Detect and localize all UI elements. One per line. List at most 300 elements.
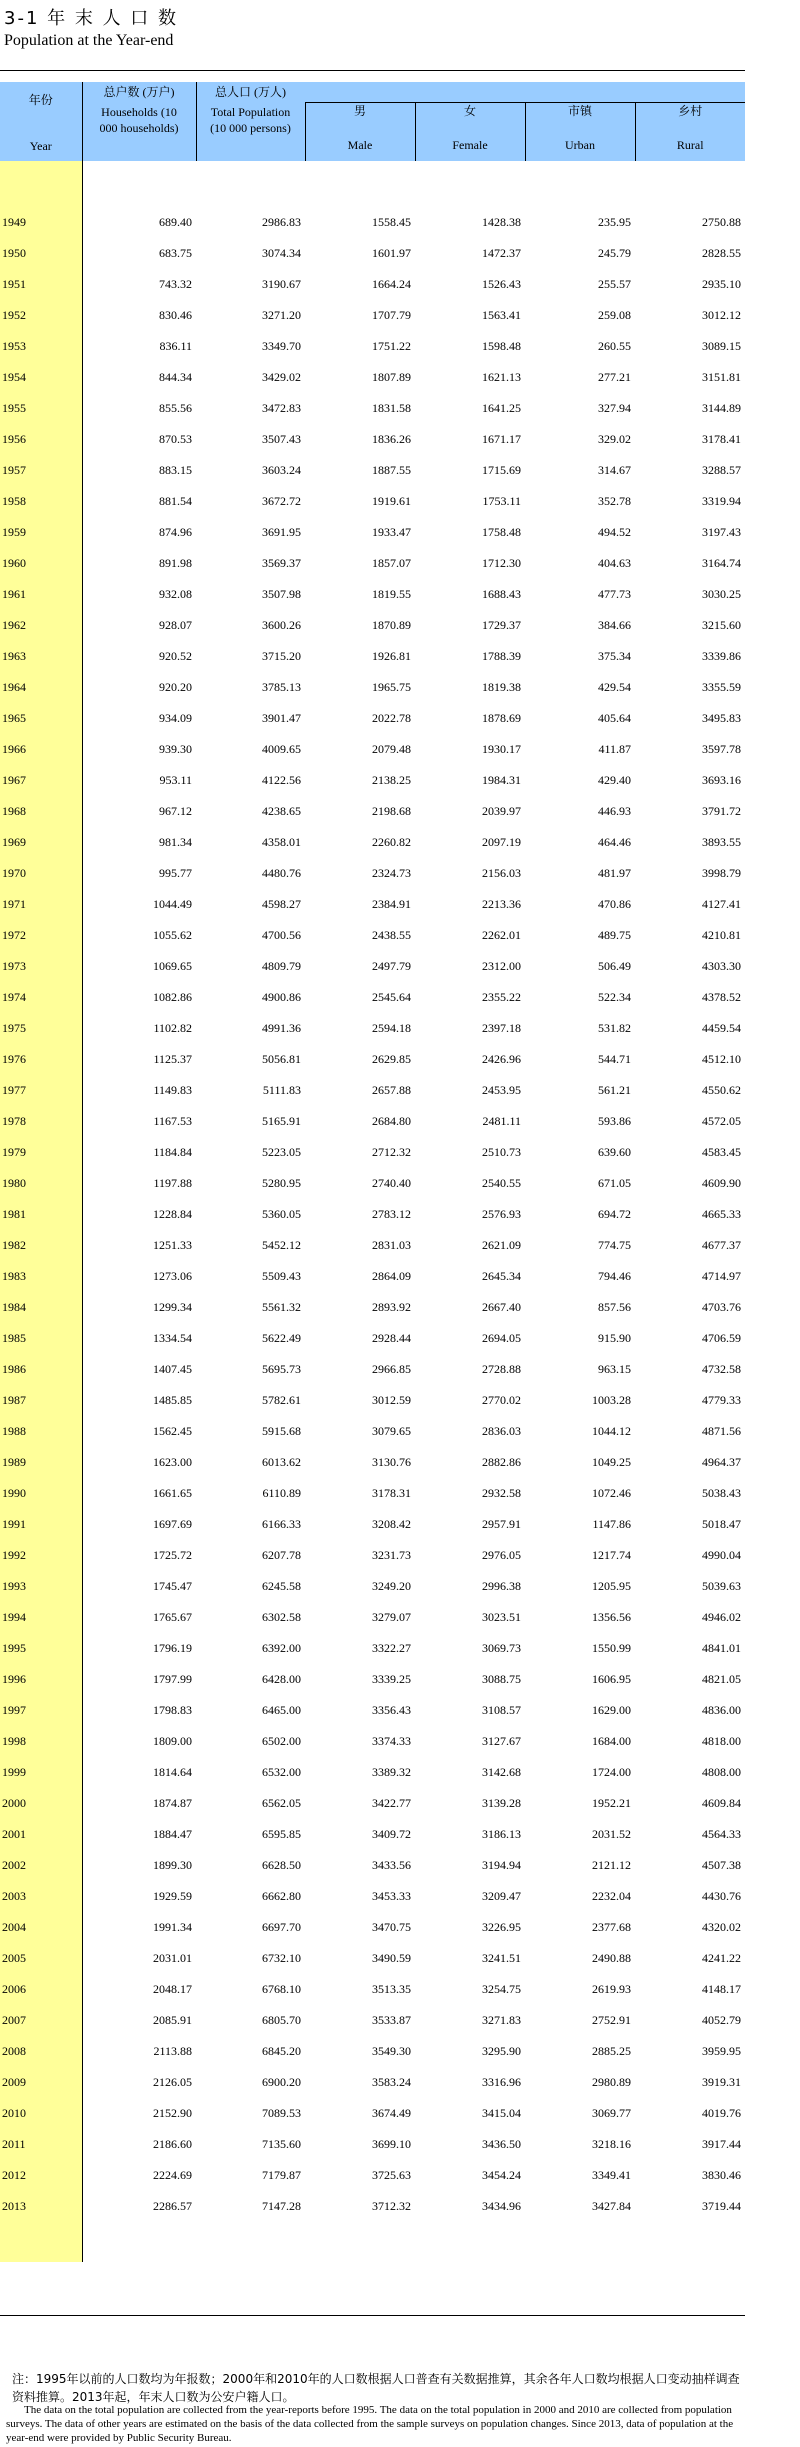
- cell-urban: 1629.00: [592, 1703, 631, 1717]
- cell-female: 3436.50: [482, 2137, 521, 2151]
- cell-households: 883.15: [159, 463, 192, 477]
- cell-female: 3241.51: [482, 1951, 521, 1965]
- cell-households: 1796.19: [153, 1641, 192, 1655]
- cell-total: 5280.95: [262, 1176, 301, 1190]
- header-urban-en: Urban: [565, 138, 595, 152]
- cell-male: 3699.10: [372, 2137, 411, 2151]
- cell-total: 3603.24: [262, 463, 301, 477]
- cell-total: 7147.28: [262, 2199, 301, 2213]
- cell-year: 1972: [0, 920, 82, 951]
- table-row: [0, 1323, 745, 1354]
- cell-year: 1996: [0, 1664, 82, 1695]
- cell-male: 2783.12: [372, 1207, 411, 1221]
- cell-households: 1251.33: [153, 1238, 192, 1252]
- page-title-cn: 3-1 年 末 人 口 数: [4, 8, 179, 29]
- cell-urban: 3218.16: [592, 2137, 631, 2151]
- cell-female: 3454.24: [482, 2168, 521, 2182]
- cell-male: 3409.72: [372, 1827, 411, 1841]
- cell-households: 1082.86: [153, 990, 192, 1004]
- cell-rural: 5039.63: [702, 1579, 741, 1593]
- cell-rural: 3693.16: [702, 773, 741, 787]
- cell-urban: 404.63: [598, 556, 631, 570]
- cell-households: 830.46: [159, 308, 192, 322]
- cell-female: 2426.96: [482, 1052, 521, 1066]
- cell-year: 1955: [0, 393, 82, 424]
- cell-urban: 1684.00: [592, 1734, 631, 1748]
- table-row: [0, 1478, 745, 1509]
- cell-year: 1998: [0, 1726, 82, 1757]
- cell-urban: 464.46: [598, 835, 631, 849]
- cell-rural: 3597.78: [702, 742, 741, 756]
- cell-urban: 1049.25: [592, 1455, 631, 1469]
- table-row: [0, 331, 745, 362]
- header-households-en: Households (10 000 households): [99, 105, 179, 135]
- cell-male: 1870.89: [372, 618, 411, 632]
- cell-female: 2481.11: [482, 1114, 521, 1128]
- cell-total: 3429.02: [262, 370, 301, 384]
- cell-female: 3142.68: [482, 1765, 521, 1779]
- cell-total: 5622.49: [262, 1331, 301, 1345]
- cell-male: 2260.82: [372, 835, 411, 849]
- cell-urban: 405.64: [598, 711, 631, 725]
- cell-urban: 561.21: [598, 1083, 631, 1097]
- table-row: [0, 734, 745, 765]
- table-row: [0, 703, 745, 734]
- cell-year: 2010: [0, 2098, 82, 2129]
- table-row: [0, 1199, 745, 1230]
- cell-total: 4900.86: [262, 990, 301, 1004]
- cell-urban: 245.79: [598, 246, 631, 260]
- cell-total: 5056.81: [262, 1052, 301, 1066]
- table-spacer-row: [0, 161, 745, 207]
- cell-households: 1798.83: [153, 1703, 192, 1717]
- cell-total: 5782.61: [262, 1393, 301, 1407]
- cell-female: 1712.30: [482, 556, 521, 570]
- cell-urban: 1550.99: [592, 1641, 631, 1655]
- cell-total: 3672.72: [262, 494, 301, 508]
- table-row: [0, 951, 745, 982]
- cell-households: 1069.65: [153, 959, 192, 973]
- cell-total: 4009.65: [262, 742, 301, 756]
- cell-households: 2286.57: [153, 2199, 192, 2213]
- cell-year: 1977: [0, 1075, 82, 1106]
- cell-male: 3549.30: [372, 2044, 411, 2058]
- cell-female: 3415.04: [482, 2106, 521, 2120]
- cell-male: 2079.48: [372, 742, 411, 756]
- cell-total: 4700.56: [262, 928, 301, 942]
- cell-male: 1831.58: [372, 401, 411, 415]
- cell-total: 3691.95: [262, 525, 301, 539]
- cell-male: 2545.64: [372, 990, 411, 1004]
- cell-urban: 446.93: [598, 804, 631, 818]
- cell-total: 5915.68: [262, 1424, 301, 1438]
- cell-urban: 429.40: [598, 773, 631, 787]
- top-rule: [0, 70, 745, 71]
- cell-male: 1707.79: [372, 308, 411, 322]
- cell-male: 2893.92: [372, 1300, 411, 1314]
- table-row: [0, 486, 745, 517]
- cell-urban: 2377.68: [592, 1920, 631, 1934]
- cell-households: 2031.01: [153, 1951, 192, 1965]
- cell-female: 2262.01: [482, 928, 521, 942]
- cell-total: 6013.62: [262, 1455, 301, 1469]
- cell-total: 6245.58: [262, 1579, 301, 1593]
- cell-rural: 4714.97: [702, 1269, 741, 1283]
- cell-urban: 429.54: [598, 680, 631, 694]
- cell-rural: 4564.33: [702, 1827, 741, 1841]
- table-row: [0, 1695, 745, 1726]
- table-row: [0, 1261, 745, 1292]
- cell-rural: 5018.47: [702, 1517, 741, 1531]
- cell-year: 1953: [0, 331, 82, 362]
- cell-rural: 3830.46: [702, 2168, 741, 2182]
- cell-female: 1472.37: [482, 246, 521, 260]
- cell-urban: 494.52: [598, 525, 631, 539]
- cell-urban: 1072.46: [592, 1486, 631, 1500]
- cell-rural: 4677.37: [702, 1238, 741, 1252]
- cell-rural: 4210.81: [702, 928, 741, 942]
- cell-male: 1751.22: [372, 339, 411, 353]
- cell-rural: 3197.43: [702, 525, 741, 539]
- table-row: [0, 1819, 745, 1850]
- cell-total: 5111.83: [262, 1083, 301, 1097]
- table-row: [0, 889, 745, 920]
- cell-rural: 4148.17: [702, 1982, 741, 1996]
- cell-year: 1987: [0, 1385, 82, 1416]
- cell-rural: 3030.25: [702, 587, 741, 601]
- cell-total: 6595.85: [262, 1827, 301, 1841]
- cell-rural: 2935.10: [702, 277, 741, 291]
- table-row: [0, 672, 745, 703]
- cell-female: 3209.47: [482, 1889, 521, 1903]
- cell-households: 934.09: [159, 711, 192, 725]
- cell-rural: 4871.56: [702, 1424, 741, 1438]
- cell-rural: 4430.76: [702, 1889, 741, 1903]
- cell-rural: 2828.55: [702, 246, 741, 260]
- cell-urban: 489.75: [598, 928, 631, 942]
- cell-year: 2001: [0, 1819, 82, 1850]
- header-urban-cn: 市镇: [567, 104, 592, 118]
- cell-female: 2957.91: [482, 1517, 521, 1531]
- cell-urban: 327.94: [598, 401, 631, 415]
- cell-total: 3901.47: [262, 711, 301, 725]
- cell-male: 3374.33: [372, 1734, 411, 1748]
- cell-households: 1125.37: [153, 1052, 192, 1066]
- cell-rural: 3998.79: [702, 866, 741, 880]
- cell-rural: 3719.44: [702, 2199, 741, 2213]
- cell-male: 3356.43: [372, 1703, 411, 1717]
- cell-total: 5223.05: [262, 1145, 301, 1159]
- cell-male: 3422.77: [372, 1796, 411, 1810]
- cell-year: 1974: [0, 982, 82, 1013]
- cell-rural: 4241.22: [702, 1951, 741, 1965]
- cell-households: 683.75: [159, 246, 192, 260]
- cell-households: 844.34: [159, 370, 192, 384]
- cell-male: 2629.85: [372, 1052, 411, 1066]
- cell-rural: 4459.54: [702, 1021, 741, 1035]
- table-header: [0, 82, 745, 161]
- cell-total: 7179.87: [262, 2168, 301, 2182]
- header-year-en: Year: [29, 139, 52, 153]
- cell-households: 2224.69: [153, 2168, 192, 2182]
- cell-total: 7089.53: [262, 2106, 301, 2120]
- cell-households: 836.11: [159, 339, 192, 353]
- cell-male: 1933.47: [372, 525, 411, 539]
- cell-year: 1952: [0, 300, 82, 331]
- cell-households: 953.11: [159, 773, 192, 787]
- cell-female: 3271.83: [482, 2013, 521, 2027]
- cell-total: 6900.20: [262, 2075, 301, 2089]
- header-female: [415, 103, 525, 162]
- cell-households: 1184.84: [153, 1145, 192, 1159]
- cell-rural: 4303.30: [702, 959, 741, 973]
- cell-rural: 3355.59: [702, 680, 741, 694]
- cell-year: 1975: [0, 1013, 82, 1044]
- cell-male: 3490.59: [372, 1951, 411, 1965]
- header-male: [305, 103, 415, 162]
- cell-male: 1926.81: [372, 649, 411, 663]
- cell-year: 1988: [0, 1416, 82, 1447]
- cell-rural: 3893.55: [702, 835, 741, 849]
- cell-female: 3226.95: [482, 1920, 521, 1934]
- cell-male: 2198.68: [372, 804, 411, 818]
- table-row: [0, 1633, 745, 1664]
- cell-total: 3507.98: [262, 587, 301, 601]
- table-row: [0, 517, 745, 548]
- cell-total: 6207.78: [262, 1548, 301, 1562]
- cell-total: 6302.58: [262, 1610, 301, 1624]
- cell-households: 881.54: [159, 494, 192, 508]
- header-year: [0, 82, 82, 161]
- cell-total: 3190.67: [262, 277, 301, 291]
- cell-male: 1664.24: [372, 277, 411, 291]
- cell-urban: 277.21: [598, 370, 631, 384]
- cell-year: 1986: [0, 1354, 82, 1385]
- cell-rural: 4378.52: [702, 990, 741, 1004]
- cell-female: 3088.75: [482, 1672, 521, 1686]
- cell-households: 855.56: [159, 401, 192, 415]
- cell-households: 1149.83: [153, 1083, 192, 1097]
- cell-year: 2008: [0, 2036, 82, 2067]
- cell-total: 5695.73: [262, 1362, 301, 1376]
- cell-total: 6768.10: [262, 1982, 301, 1996]
- cell-urban: 2031.52: [592, 1827, 631, 1841]
- cell-households: 1055.62: [153, 928, 192, 942]
- table-row: [0, 1354, 745, 1385]
- cell-rural: 4512.10: [702, 1052, 741, 1066]
- cell-male: 3712.32: [372, 2199, 411, 2213]
- table-row: [0, 1509, 745, 1540]
- header-female-en: Female: [452, 138, 488, 152]
- cell-male: 3433.56: [372, 1858, 411, 1872]
- cell-households: 1167.53: [153, 1114, 192, 1128]
- header-female-cn: 女: [463, 104, 476, 118]
- cell-total: 6532.00: [262, 1765, 301, 1779]
- cell-female: 1984.31: [482, 773, 521, 787]
- cell-urban: 522.34: [598, 990, 631, 1004]
- cell-urban: 857.56: [598, 1300, 631, 1314]
- cell-households: 1991.34: [153, 1920, 192, 1934]
- cell-households: 2152.90: [153, 2106, 192, 2120]
- table-row: [0, 796, 745, 827]
- table-body: [0, 161, 745, 2262]
- cell-households: 1797.99: [153, 1672, 192, 1686]
- cell-year: 1950: [0, 238, 82, 269]
- cell-rural: 4320.02: [702, 1920, 741, 1934]
- table-row: [0, 2191, 745, 2222]
- cell-male: 3322.27: [372, 1641, 411, 1655]
- cell-total: 6697.70: [262, 1920, 301, 1934]
- cell-households: 1562.45: [153, 1424, 192, 1438]
- table-row: [0, 1571, 745, 1602]
- cell-urban: 2232.04: [592, 1889, 631, 1903]
- cell-urban: 235.95: [598, 215, 631, 229]
- cell-male: 3339.25: [372, 1672, 411, 1686]
- cell-rural: 4550.62: [702, 1083, 741, 1097]
- cell-year: 1990: [0, 1478, 82, 1509]
- cell-households: 932.08: [159, 587, 192, 601]
- cell-year: 1989: [0, 1447, 82, 1478]
- table-row: [0, 455, 745, 486]
- cell-households: 2085.91: [153, 2013, 192, 2027]
- cell-female: 3186.13: [482, 1827, 521, 1841]
- cell-urban: 544.71: [598, 1052, 631, 1066]
- table-row: [0, 1013, 745, 1044]
- cell-female: 1758.48: [482, 525, 521, 539]
- table-row: [0, 2036, 745, 2067]
- cell-male: 1965.75: [372, 680, 411, 694]
- cell-year: 1976: [0, 1044, 82, 1075]
- cell-year: 1963: [0, 641, 82, 672]
- cell-urban: 2619.93: [592, 1982, 631, 1996]
- cell-total: 6562.05: [262, 1796, 301, 1810]
- cell-urban: 963.15: [598, 1362, 631, 1376]
- cell-rural: 4946.02: [702, 1610, 741, 1624]
- header-urban: [525, 103, 635, 162]
- cell-urban: 2752.91: [592, 2013, 631, 2027]
- cell-year: 2000: [0, 1788, 82, 1819]
- cell-rural: 4706.59: [702, 1331, 741, 1345]
- cell-urban: 3069.77: [592, 2106, 631, 2120]
- cell-rural: 3178.41: [702, 432, 741, 446]
- cell-households: 1697.69: [153, 1517, 192, 1531]
- cell-female: 2213.36: [482, 897, 521, 911]
- cell-male: 3533.87: [372, 2013, 411, 2027]
- cell-total: 6845.20: [262, 2044, 301, 2058]
- cell-year: 1954: [0, 362, 82, 393]
- cell-rural: 3288.57: [702, 463, 741, 477]
- cell-households: 1765.67: [153, 1610, 192, 1624]
- cell-male: 2740.40: [372, 1176, 411, 1190]
- cell-total: 3600.26: [262, 618, 301, 632]
- cell-year: 1961: [0, 579, 82, 610]
- cell-male: 2864.09: [372, 1269, 411, 1283]
- cell-year: 1962: [0, 610, 82, 641]
- cell-year: 1979: [0, 1137, 82, 1168]
- cell-households: 939.30: [159, 742, 192, 756]
- cell-male: 3208.42: [372, 1517, 411, 1531]
- cell-male: 1558.45: [372, 215, 411, 229]
- cell-male: 2438.55: [372, 928, 411, 942]
- cell-male: 3079.65: [372, 1424, 411, 1438]
- cell-total: 3074.34: [262, 246, 301, 260]
- cell-urban: 1003.28: [592, 1393, 631, 1407]
- cell-year: 1958: [0, 486, 82, 517]
- table-row: [0, 269, 745, 300]
- cell-total: 5165.91: [262, 1114, 301, 1128]
- cell-rural: 4821.05: [702, 1672, 741, 1686]
- header-total: [196, 82, 305, 161]
- cell-urban: 506.49: [598, 959, 631, 973]
- cell-year: 2003: [0, 1881, 82, 1912]
- table-row: [0, 1075, 745, 1106]
- cell-year: 2012: [0, 2160, 82, 2191]
- cell-urban: 639.60: [598, 1145, 631, 1159]
- cell-female: 2996.38: [482, 1579, 521, 1593]
- cell-total: 4991.36: [262, 1021, 301, 1035]
- cell-year: 1965: [0, 703, 82, 734]
- header-total-cn: 总人口 (万人): [215, 85, 286, 99]
- cell-rural: 3089.15: [702, 339, 741, 353]
- cell-total: 7135.60: [262, 2137, 301, 2151]
- cell-year: 1964: [0, 672, 82, 703]
- cell-male: 3389.32: [372, 1765, 411, 1779]
- table-row: [0, 579, 745, 610]
- cell-urban: 260.55: [598, 339, 631, 353]
- cell-rural: 4841.01: [702, 1641, 741, 1655]
- cell-male: 3279.07: [372, 1610, 411, 1624]
- table-row: [0, 1974, 745, 2005]
- cell-male: 3674.49: [372, 2106, 411, 2120]
- cell-male: 2966.85: [372, 1362, 411, 1376]
- table-row: [0, 2129, 745, 2160]
- cell-households: 967.12: [159, 804, 192, 818]
- cell-female: 1671.17: [482, 432, 521, 446]
- cell-urban: 531.82: [598, 1021, 631, 1035]
- cell-households: 1814.64: [153, 1765, 192, 1779]
- cell-year: 1967: [0, 765, 82, 796]
- table-row: [0, 827, 745, 858]
- table-row: [0, 1137, 745, 1168]
- cell-total: 5452.12: [262, 1238, 301, 1252]
- population-table: [0, 82, 745, 2262]
- cell-male: 1819.55: [372, 587, 411, 601]
- cell-male: 3513.35: [372, 1982, 411, 1996]
- cell-female: 2540.55: [482, 1176, 521, 1190]
- cell-female: 1598.48: [482, 339, 521, 353]
- cell-female: 3295.90: [482, 2044, 521, 2058]
- cell-male: 2022.78: [372, 711, 411, 725]
- cell-households: 1228.84: [153, 1207, 192, 1221]
- cell-female: 3127.67: [482, 1734, 521, 1748]
- cell-households: 1929.59: [153, 1889, 192, 1903]
- cell-rural: 4836.00: [702, 1703, 741, 1717]
- cell-total: 4598.27: [262, 897, 301, 911]
- cell-total: 4358.01: [262, 835, 301, 849]
- cell-year: 1968: [0, 796, 82, 827]
- table-row: [0, 1850, 745, 1881]
- cell-households: 1334.54: [153, 1331, 192, 1345]
- cell-female: 1715.69: [482, 463, 521, 477]
- cell-year: 1995: [0, 1633, 82, 1664]
- cell-total: 4238.65: [262, 804, 301, 818]
- cell-female: 2645.34: [482, 1269, 521, 1283]
- cell-total: 4480.76: [262, 866, 301, 880]
- table-row: [0, 982, 745, 1013]
- cell-urban: 2885.25: [592, 2044, 631, 2058]
- cell-female: 2932.58: [482, 1486, 521, 1500]
- header-male-en: Male: [347, 138, 373, 152]
